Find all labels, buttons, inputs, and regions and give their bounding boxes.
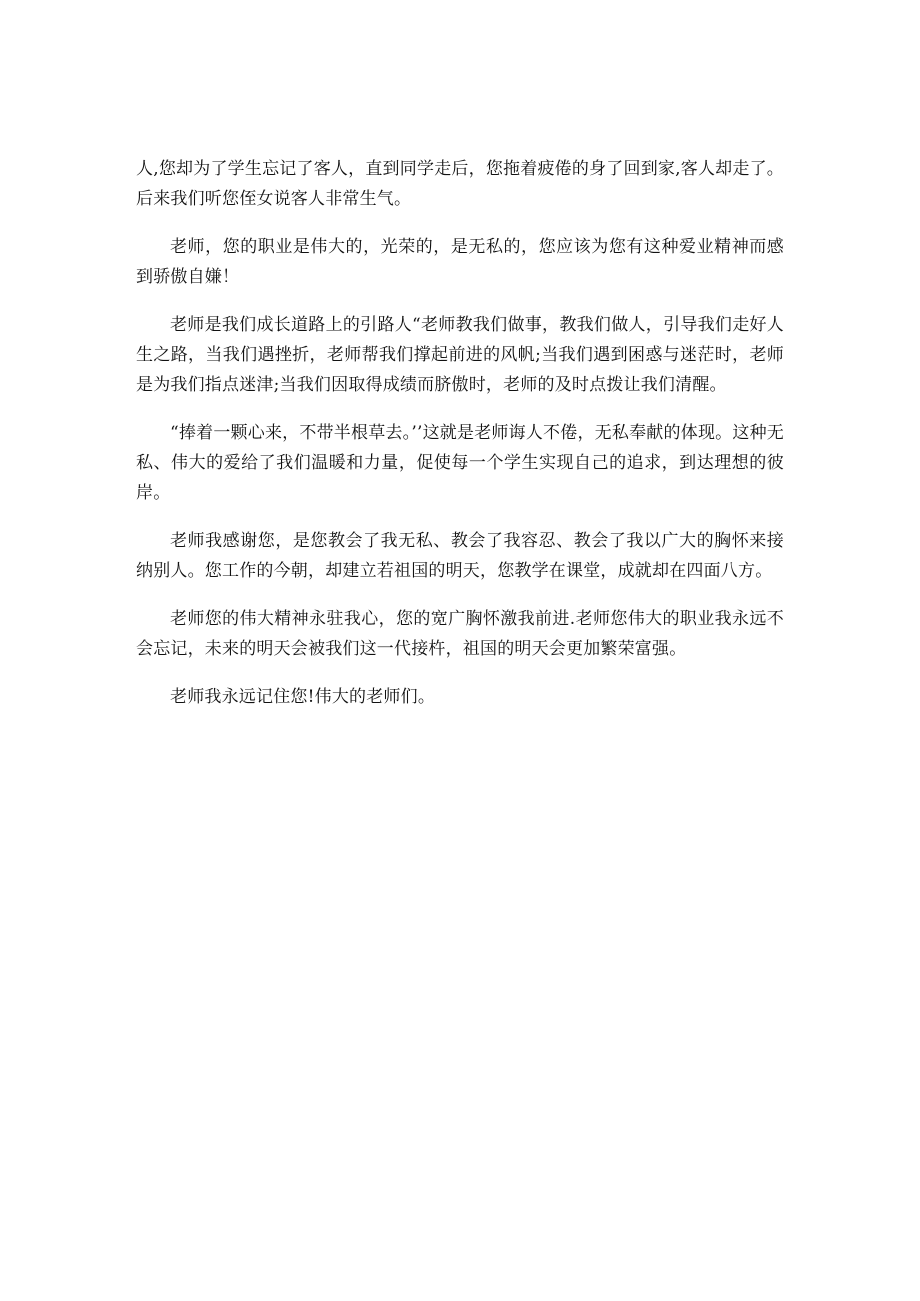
paragraph-6: 老师您的伟大精神永驻我心，您的宽广胸怀激我前进.老师您伟大的职业我永远不会忘记，未来的明天会被我们这一代接杵，祖国的明天会更加繁荣富强。 xyxy=(136,609,784,659)
paragraph-3: 老师是我们成长道路上的引路人“老师教我们做事，教我们做人，引导我们走好人生之路，当我们遇挫折，老师帮我们撑起前进的风帆;当我们遇到困惑与迷茫时，老师是为我们指点迷津;当我们因取得成绩而脐傲时，老师的及时点拨让我们清醒。 xyxy=(136,315,784,395)
document-body xyxy=(136,154,784,730)
paragraph-1: 人,您却为了学生忘记了客人，直到同学走后，您拖着疲倦的身了回到家,客人却走了。后来我们听您侄女说客人非常生气。 xyxy=(136,159,784,209)
paragraph-7: 老师我永远记住您!伟大的老师们。 xyxy=(170,687,436,707)
paragraph-2: 老师，您的职业是伟大的，光荣的，是无私的，您应该为您有这种爱业精神而感到骄傲自嫌！ xyxy=(136,237,784,287)
paragraph-5: 老师我感谢您，是您教会了我无私、教会了我容忍、教会了我以广大的胸怀来接纳别人。您工作的今朝，却建立若祖国的明天，您教学在课堂，成就却在四面八方。 xyxy=(136,531,784,581)
paragraph-4: “捧着一颗心来，不带半根草去。’’这就是老师诲人不倦，无私奉献的体现。这种无私、伟大的爱给了我们温暖和力量，促使每一个学生实现自己的追求，到达理想的彼岸。 xyxy=(136,423,784,503)
